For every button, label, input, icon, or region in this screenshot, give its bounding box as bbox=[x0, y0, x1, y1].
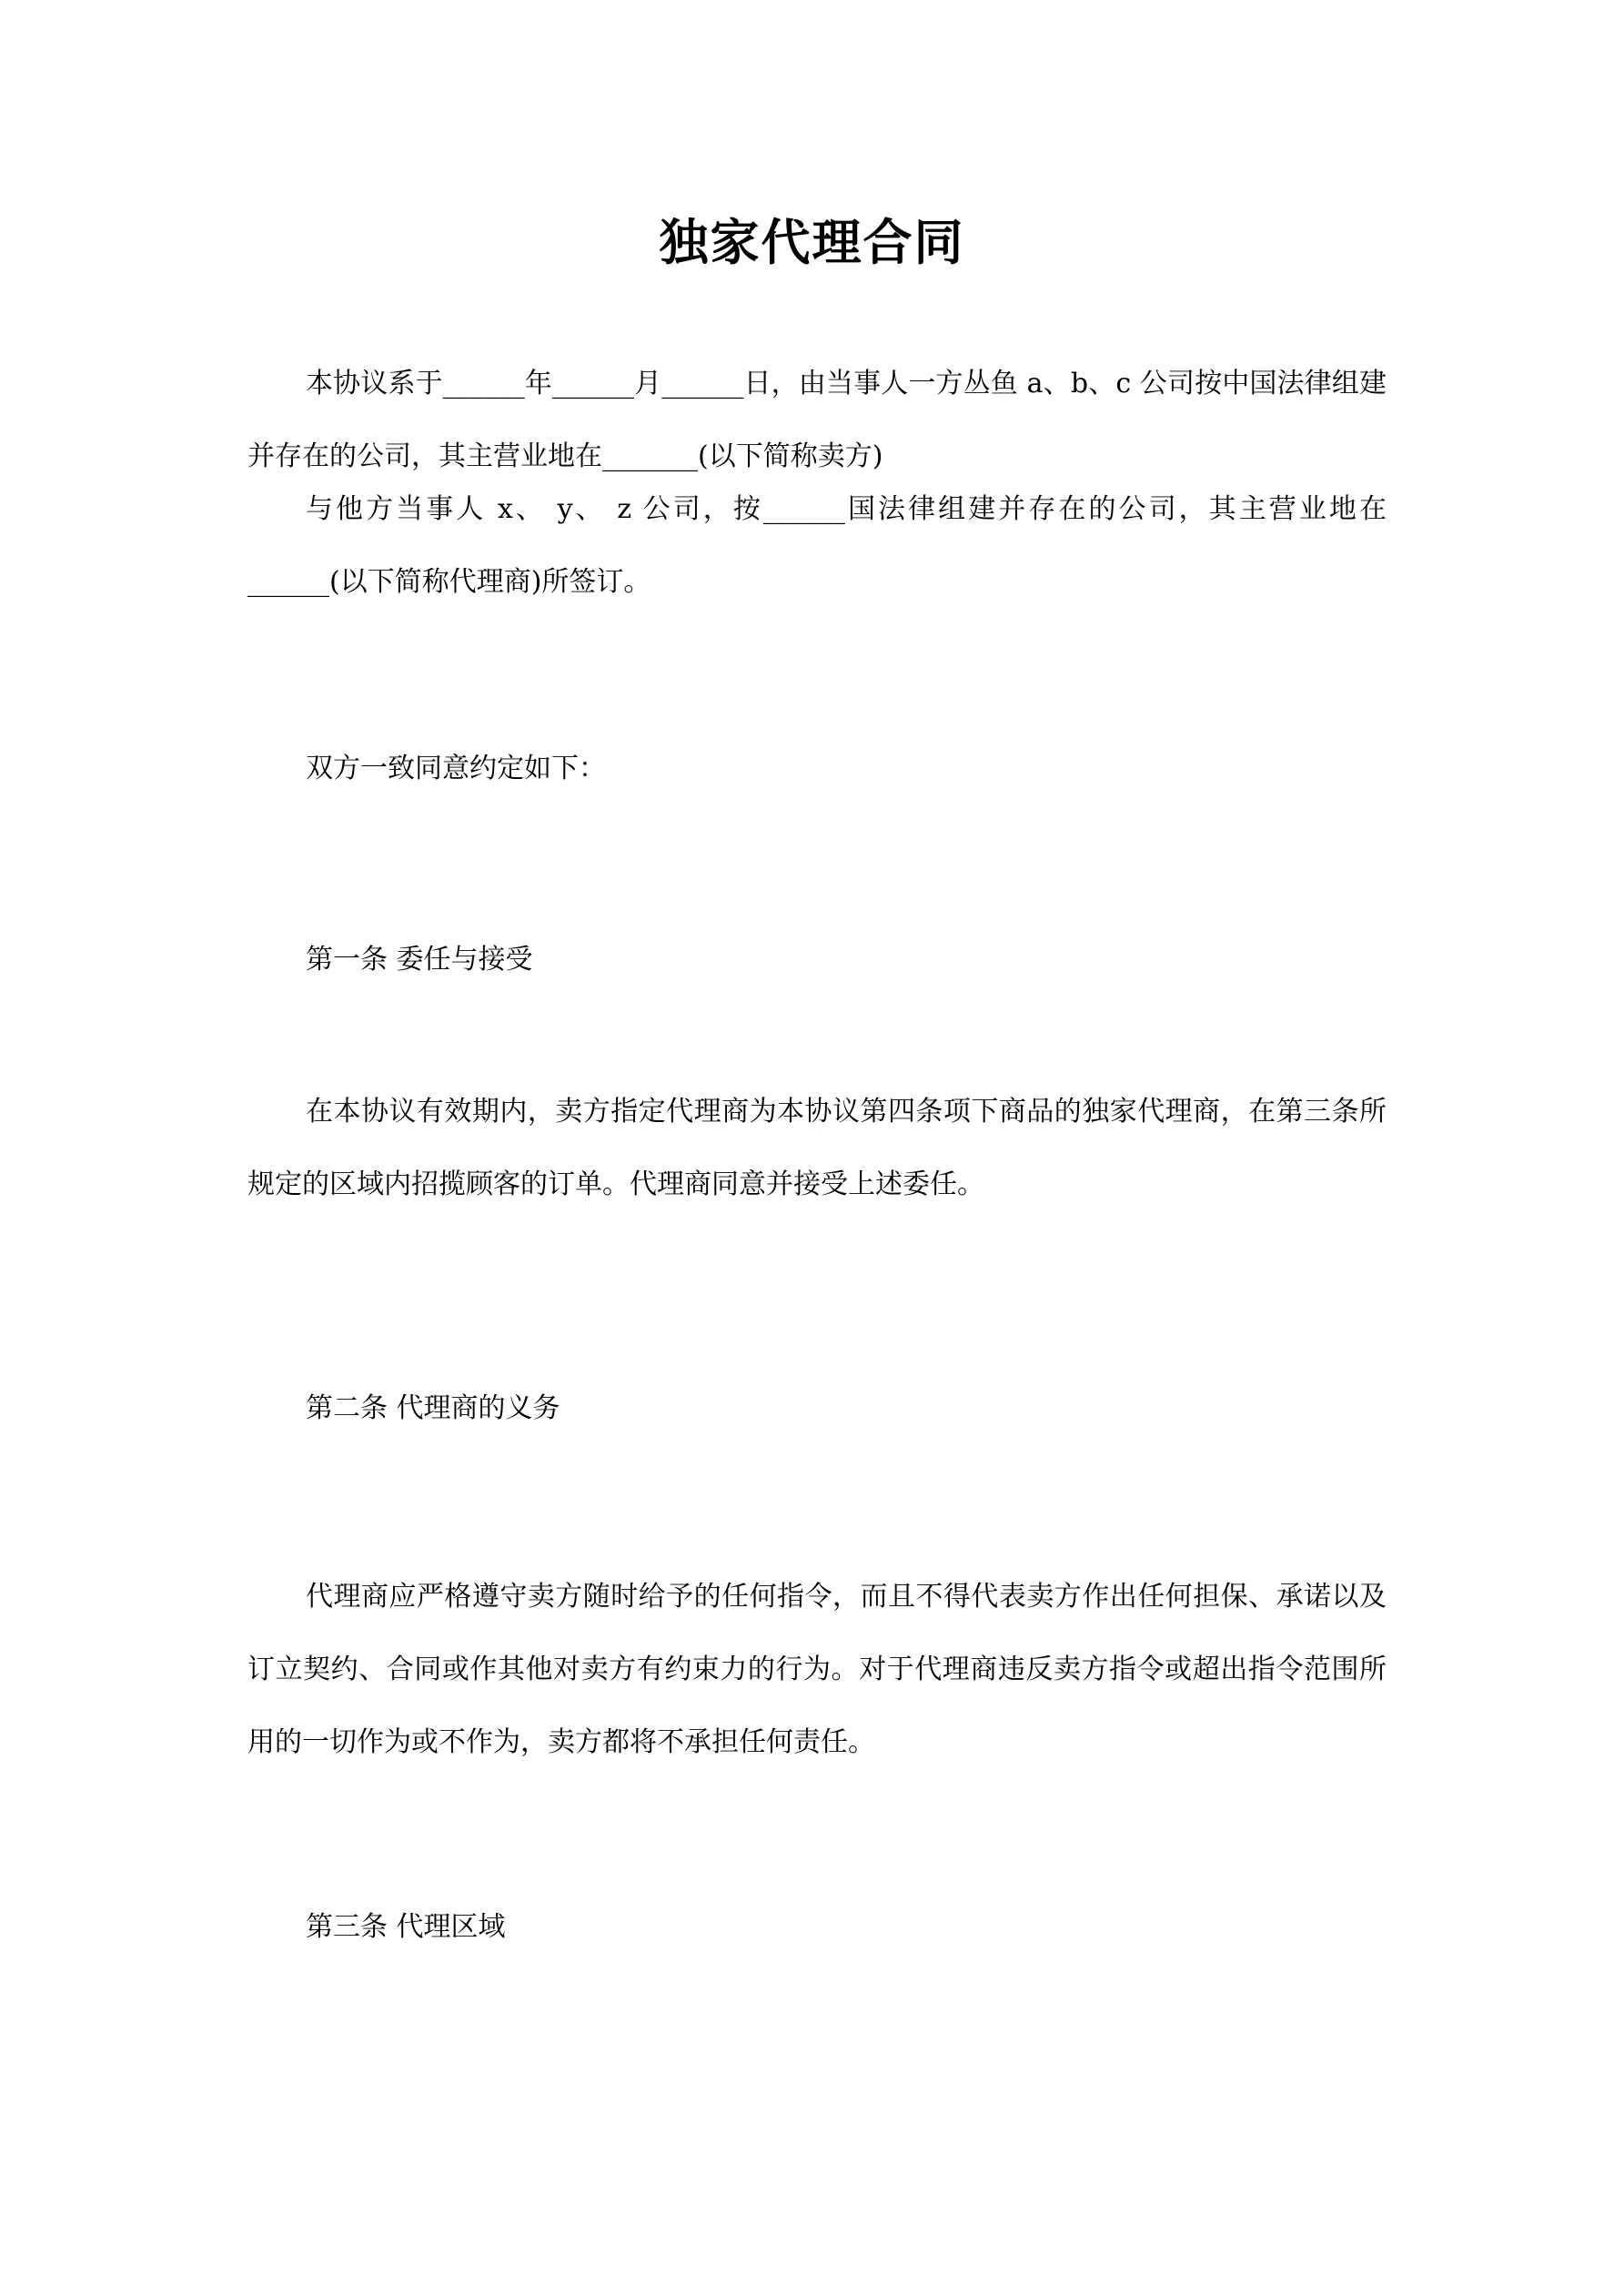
document-title: 独家代理合同 bbox=[659, 213, 965, 271]
intro-paragraph-1: 本协议系于______年______月______日，由当事人一方丛鱼 a、b、c 公司按中国法律组建并存在的公司，其主营业地在_______(以下简称卖方) bbox=[247, 368, 1387, 472]
agreement-line: 双方一致同意约定如下： bbox=[306, 753, 606, 784]
intro-paragraph-2: 与他方当事人 x、 y、 z 公司，按______国法律组建并存在的公司，其主营业地在______(以下简称代理商)所签订。 bbox=[247, 493, 1387, 598]
article-1-heading: 第一条 委任与接受 bbox=[306, 944, 533, 976]
article-1-body: 在本协议有效期内，卖方指定代理商为本协议第四条项下商品的独家代理商，在第三条所规定的区域内招揽顾客的订单。代理商同意并接受上述委任。 bbox=[247, 1096, 1387, 1200]
article-2-body: 代理商应严格遵守卖方随时给予的任何指令，而且不得代表卖方作出任何担保、承诺以及订立契约、合同或作其他对卖方有约束力的行为。对于代理商违反卖方指令或超出指令范围所用的一切作为或不作为，卖方都将不承担任何责任。 bbox=[247, 1581, 1387, 1758]
article-2-heading: 第二条 代理商的义务 bbox=[306, 1392, 560, 1424]
article-3-heading: 第三条 代理区域 bbox=[306, 1911, 506, 1943]
